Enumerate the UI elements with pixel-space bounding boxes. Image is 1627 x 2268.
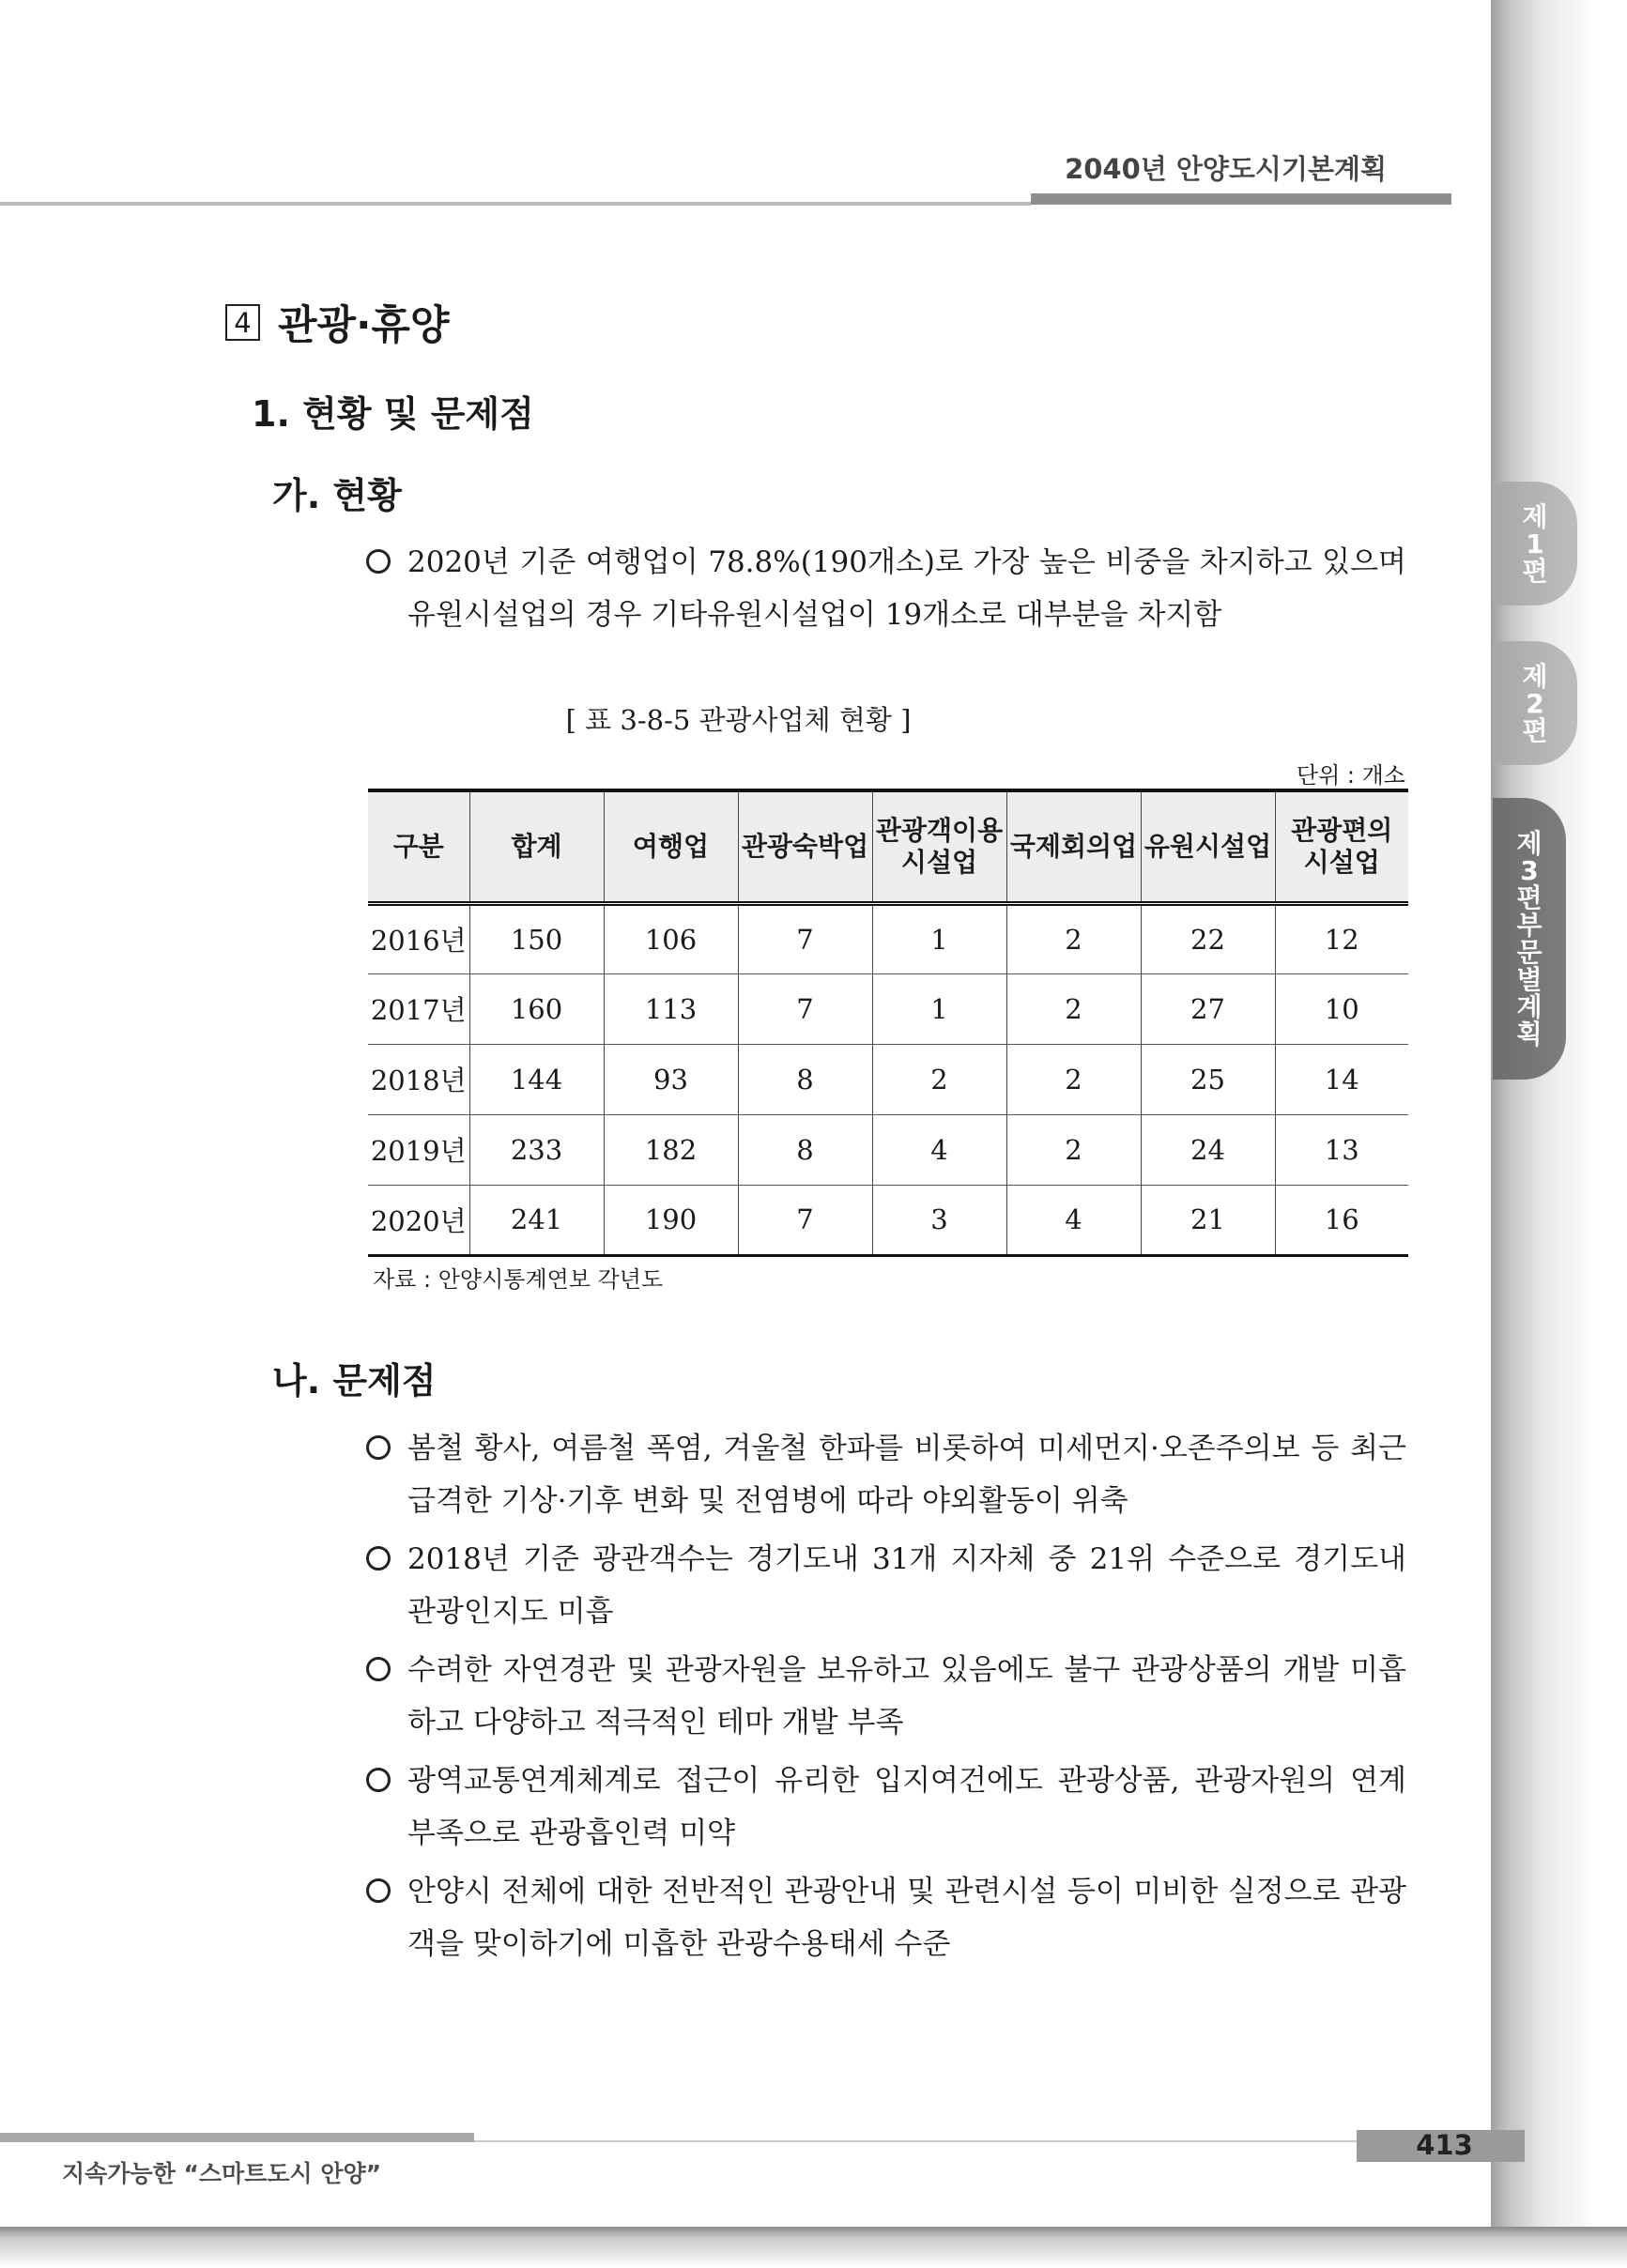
table-header-cell: 유원시설업 [1141, 790, 1275, 903]
table-cell: 2 [1006, 1044, 1141, 1114]
circle-bullet-icon [366, 1878, 391, 1903]
tab-part-1[interactable] [1493, 482, 1577, 605]
bullet-text: 2018년 기준 광관객수는 경기도내 31개 지자체 중 21위 수준으로 경기도내 관광인지도 미흡 [407, 1542, 1406, 1629]
table-cell: 7 [738, 973, 872, 1044]
table-cell: 93 [604, 1044, 738, 1114]
table-row [368, 1114, 1408, 1185]
table-cell: 24 [1141, 1114, 1275, 1185]
table-cell: 106 [604, 903, 738, 973]
bullet-text: 광역교통연계체계로 접근이 유리한 입지여건에도 관광상품, 관광자원의 연계 부족으로 관광흡인력 미약 [407, 1764, 1406, 1850]
table-header-cell: 합계 [469, 790, 604, 903]
table-cell: 4 [1006, 1185, 1141, 1255]
tab-part-3-active[interactable] [1493, 798, 1566, 1080]
table-cell: 2016년 [368, 903, 469, 973]
list-item [366, 1644, 1406, 1749]
tab-part-3-char: 제 [1516, 828, 1543, 859]
tab-part-3-char: 별 [1516, 964, 1543, 995]
page-edge-shadow [1488, 0, 1627, 2268]
table-cell: 113 [604, 973, 738, 1044]
table-cell: 8 [738, 1044, 872, 1114]
table-cell: 10 [1324, 992, 1359, 1025]
table-row [368, 1044, 1408, 1114]
table-header-row [368, 790, 1408, 903]
table-cell: 21 [1141, 1185, 1275, 1255]
problem-list [366, 1422, 1406, 1976]
tab-part-2-char: 2 [1526, 687, 1544, 719]
tab-part-2-char: 편 [1522, 714, 1548, 746]
header-line: 시설업 [900, 846, 978, 878]
table-row [368, 903, 1408, 973]
table-cell: 144 [469, 1044, 604, 1114]
table-header-cell: 구분 [368, 790, 469, 903]
list-item [366, 1422, 1406, 1527]
table-cell: 160 [469, 973, 604, 1044]
circle-bullet-icon [366, 1657, 391, 1681]
table-header-cell: 국제회의업 [1006, 790, 1141, 903]
bullet-text: 봄철 황사, 여름철 폭염, 겨울철 한파를 비롯하여 미세먼지·오존주의보 등 최근 급격한 기상·기후 변화 및 전염병에 따라 야외활동이 위축 [407, 1432, 1406, 1518]
table-caption: [ 표 3-8-5 관광사업체 현황 ] [565, 704, 912, 736]
page-bottom-shadow [0, 2227, 1627, 2268]
table-cell: 13 [1324, 1133, 1359, 1166]
section-title: 관광·휴양 [278, 302, 450, 349]
table-unit: 단위 : 개소 [1296, 762, 1405, 789]
table-header-cell: 여행업 [604, 790, 738, 903]
table-source-note: 자료 : 안양시통계연보 각년도 [373, 1266, 664, 1293]
table-cell: 27 [1141, 973, 1275, 1044]
circle-bullet-icon [366, 1435, 391, 1460]
table-cell: 4 [872, 1114, 1006, 1185]
table-cell: 8 [738, 1114, 872, 1185]
list-item [366, 1865, 1406, 1970]
header-line: 관광편의 [1291, 814, 1393, 846]
footer-rule-accent [0, 2133, 474, 2142]
tab-part-3-char: 부 [1516, 910, 1543, 941]
table-header-cell [1275, 790, 1408, 903]
circle-bullet-icon [366, 549, 391, 574]
tab-part-1-char: 편 [1522, 555, 1548, 587]
table-row [368, 1185, 1408, 1255]
table-cell: 12 [1324, 923, 1359, 956]
section-number: 4 [225, 304, 260, 341]
page-number: 413 [1416, 2129, 1473, 2161]
header-rule-accent [1031, 193, 1451, 205]
circle-bullet-icon [366, 1546, 391, 1571]
table-cell: 14 [1324, 1063, 1359, 1096]
circle-bullet-icon [366, 1768, 391, 1792]
table-cell: 2019년 [368, 1114, 469, 1185]
bullet-text: 2020년 기준 여행업이 78.8%(190개소)로 가장 높은 비중을 차지하고 있으며 유원시설업의 경우 기타유원시설업이 19개소로 대부분을 차지함 [407, 545, 1406, 632]
table-cell: 22 [1141, 903, 1275, 973]
table-header-cell [872, 790, 1006, 903]
table-cell: 7 [738, 1185, 872, 1255]
current-status-title: 가. 현황 [272, 475, 402, 516]
subsection-title: 1. 현황 및 문제점 [252, 393, 534, 435]
table-cell: 1 [872, 973, 1006, 1044]
table-cell: 233 [469, 1114, 604, 1185]
table-cell: 2017년 [368, 973, 469, 1044]
header-rule [0, 202, 1031, 206]
section-heading [225, 294, 450, 351]
tab-part-3-char: 문 [1516, 937, 1543, 968]
bullet-text: 수려한 자연경관 및 관광자원을 보유하고 있음에도 불구 관광상품의 개발 미흡하고 다양하고 적극적인 테마 개발 부족 [407, 1653, 1406, 1739]
table-cell: 182 [604, 1114, 738, 1185]
tab-part-1-char: 1 [1526, 528, 1544, 559]
table-cell: 2 [872, 1044, 1006, 1114]
tab-part-3-char: 편 [1516, 882, 1543, 913]
table-cell: 190 [604, 1185, 738, 1255]
table-cell: 2 [1006, 903, 1141, 973]
header-line: 관광객이용 [875, 814, 1004, 846]
list-item [366, 1755, 1406, 1860]
tab-part-2-char: 제 [1522, 660, 1548, 692]
table-cell: 1 [872, 903, 1006, 973]
table-cell: 16 [1324, 1203, 1359, 1235]
table-cell: 2 [1006, 973, 1141, 1044]
table-cell: 2020년 [368, 1185, 469, 1255]
bullet-text: 안양시 전체에 대한 전반적인 관광안내 및 관련시설 등이 미비한 실정으로 관광객을 맞이하기에 미흡한 관광수용태세 수준 [407, 1875, 1406, 1961]
table-cell: 25 [1141, 1044, 1275, 1114]
table-row [368, 973, 1408, 1044]
table-cell: 241 [469, 1185, 604, 1255]
tab-part-3-char: 3 [1520, 855, 1539, 886]
running-header-title: 2040년 안양도시기본계획 [1065, 153, 1387, 185]
tab-part-3-char: 획 [1516, 1019, 1543, 1050]
problems-title: 나. 문제점 [272, 1360, 437, 1402]
tab-part-1-char: 제 [1522, 500, 1548, 532]
table-cell: 2018년 [368, 1044, 469, 1114]
list-item [366, 1533, 1406, 1638]
footer-slogan: 지속가능한 “스마트도시 안양” [62, 2160, 382, 2187]
tab-part-3-char: 계 [1516, 991, 1543, 1022]
current-status-bullet [366, 536, 1406, 641]
table-cell: 7 [738, 903, 872, 973]
header-line: 시설업 [1303, 846, 1380, 878]
table-cell: 3 [872, 1185, 1006, 1255]
tourism-business-table [368, 789, 1408, 1257]
table-cell: 2 [1006, 1114, 1141, 1185]
table-cell: 150 [469, 903, 604, 973]
footer-rule [474, 2140, 1357, 2142]
table-header-cell: 관광숙박업 [738, 790, 872, 903]
